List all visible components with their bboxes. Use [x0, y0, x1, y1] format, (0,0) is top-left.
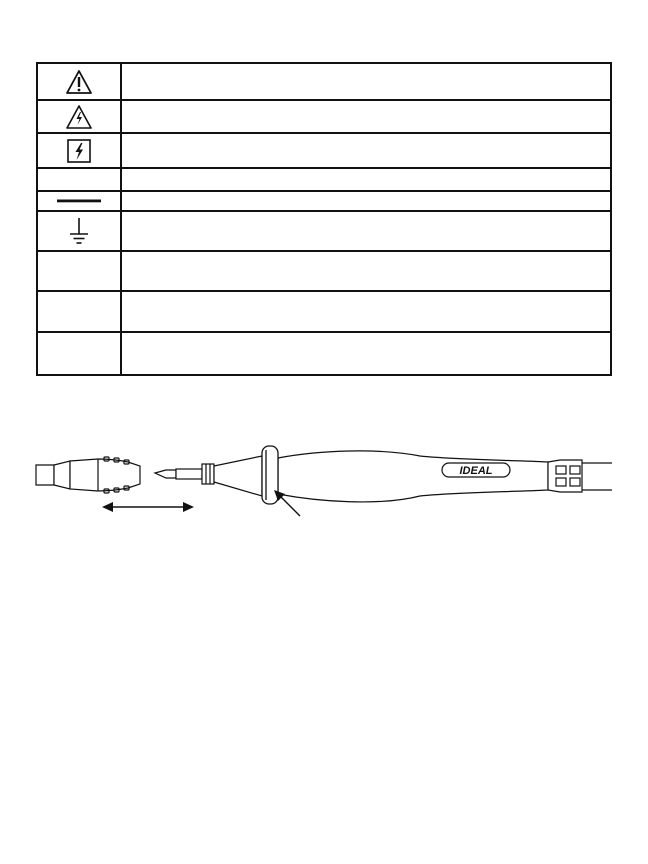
probe-cap-icon — [36, 457, 140, 493]
symbol-cell — [38, 134, 122, 167]
ground-icon — [67, 216, 91, 246]
test-probe-drawing — [0, 430, 648, 530]
dc-line-icon — [56, 198, 102, 204]
symbol-cell — [38, 169, 122, 190]
brand-label: IDEAL — [459, 465, 493, 477]
finger-guard-icon — [262, 446, 278, 504]
symbol-description — [122, 212, 610, 250]
symbol-cell — [38, 64, 122, 99]
symbol-description — [122, 333, 610, 374]
symbol-description — [122, 169, 610, 190]
warning-triangle-icon — [65, 69, 93, 95]
table-row — [38, 134, 610, 169]
symbol-description — [122, 252, 610, 290]
symbol-description — [122, 64, 610, 99]
table-row — [38, 292, 610, 333]
symbol-table — [36, 62, 612, 376]
high-voltage-box-icon — [66, 138, 92, 164]
symbol-description — [122, 292, 610, 331]
double-arrow-icon — [102, 502, 194, 512]
symbol-cell — [38, 192, 122, 210]
symbol-cell — [38, 212, 122, 250]
table-row — [38, 64, 610, 101]
symbol-cell — [38, 292, 122, 331]
brand-badge — [442, 463, 510, 477]
symbol-description — [122, 134, 610, 167]
symbol-description — [122, 101, 610, 132]
symbol-cell — [38, 101, 122, 132]
table-row — [38, 169, 610, 192]
shock-triangle-icon — [65, 104, 93, 130]
table-row — [38, 333, 610, 374]
table-row — [38, 192, 610, 212]
table-row — [38, 252, 610, 292]
symbol-description — [122, 192, 610, 210]
probe-tip-icon — [155, 464, 214, 484]
symbol-cell — [38, 252, 122, 290]
table-row — [38, 212, 610, 252]
table-row — [38, 101, 610, 134]
symbol-cell — [38, 333, 122, 374]
